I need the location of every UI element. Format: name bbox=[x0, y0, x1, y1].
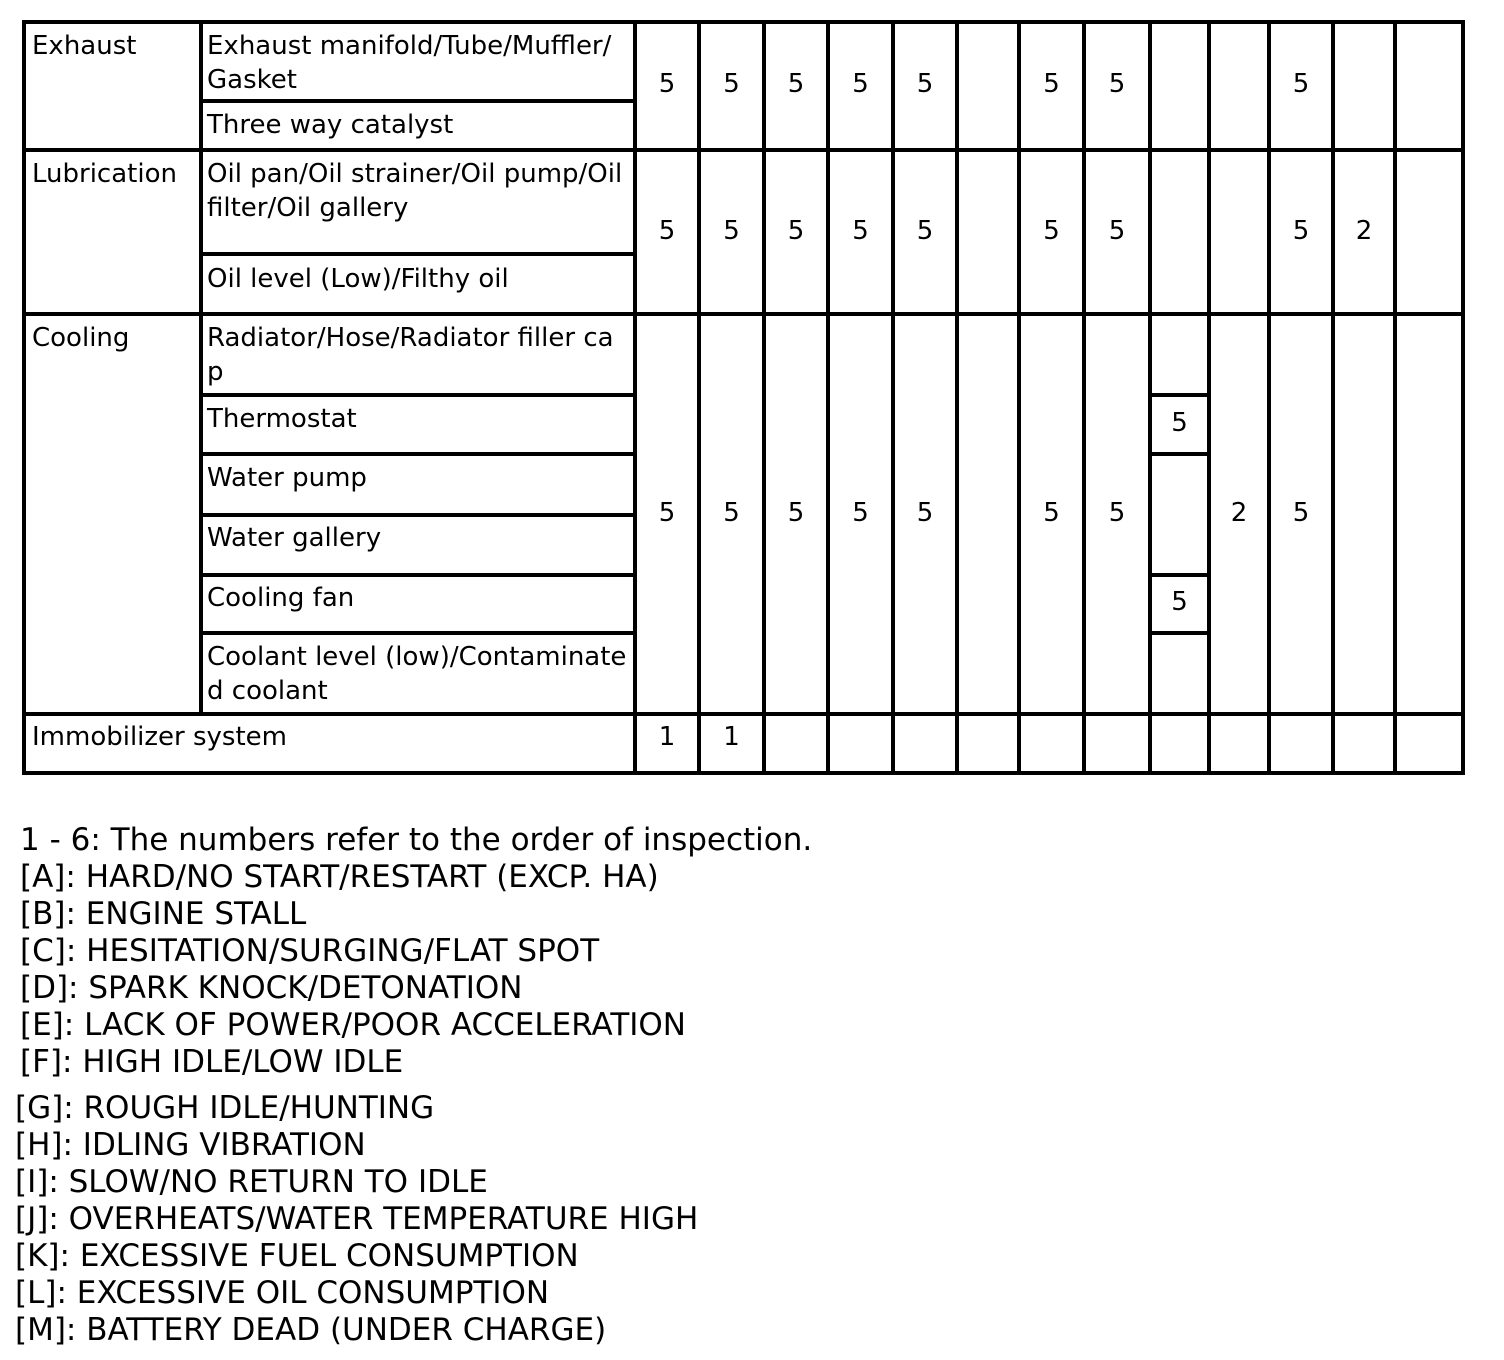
column-divider bbox=[1331, 20, 1335, 771]
value-cell: 1 bbox=[723, 722, 740, 752]
value-cell: 5 bbox=[1108, 498, 1126, 528]
value-cell: 5 bbox=[787, 498, 805, 528]
column-divider bbox=[697, 20, 701, 771]
value-cell: 5 bbox=[916, 216, 934, 246]
part-label: Oil pan/Oil strainer/Oil pump/Oil filter/Oil gallery bbox=[207, 159, 623, 223]
part-label: Exhaust manifold/Tube/Muffler/Gasket bbox=[207, 31, 612, 95]
value-cell: 5 bbox=[1043, 216, 1060, 246]
value-cell: 2 bbox=[1355, 216, 1373, 246]
column-divider bbox=[1082, 20, 1086, 771]
section-divider bbox=[22, 148, 1465, 152]
legend-item: [K]: EXCESSIVE FUEL CONSUMPTION bbox=[15, 1238, 579, 1274]
system-label-cooling: Cooling bbox=[32, 323, 130, 353]
value-cell-thermostat: 5 bbox=[1171, 408, 1188, 438]
part-label: Water pump bbox=[207, 463, 367, 493]
legend-item: [F]: HIGH IDLE/LOW IDLE bbox=[20, 1044, 404, 1080]
value-cell-cooling-fan: 5 bbox=[1171, 587, 1188, 617]
column-divider bbox=[955, 20, 959, 771]
part-row-divider bbox=[199, 393, 633, 397]
value-cell: 5 bbox=[658, 216, 676, 246]
table-border-bottom bbox=[22, 771, 1465, 775]
cell-divider bbox=[1148, 393, 1207, 397]
value-cell: 5 bbox=[852, 498, 869, 528]
table-border-left bbox=[22, 20, 26, 775]
value-cell: 5 bbox=[723, 216, 740, 246]
part-row-divider bbox=[199, 631, 633, 635]
value-cell: 5 bbox=[1292, 69, 1310, 99]
cell-divider bbox=[1148, 573, 1207, 577]
system-part-divider bbox=[199, 20, 203, 712]
legend-item: [A]: HARD/NO START/RESTART (EXCP. HA) bbox=[20, 859, 659, 895]
cell-divider bbox=[1148, 452, 1207, 456]
legend-item: [E]: LACK OF POWER/POOR ACCELERATION bbox=[20, 1007, 686, 1043]
value-cell: 5 bbox=[1292, 498, 1310, 528]
column-divider bbox=[633, 20, 637, 771]
legend-item: [M]: BATTERY DEAD (UNDER CHARGE) bbox=[15, 1312, 607, 1348]
value-cell: 5 bbox=[1043, 498, 1060, 528]
table-border-right bbox=[1461, 20, 1465, 775]
section-divider bbox=[22, 712, 1465, 716]
value-cell: 5 bbox=[658, 498, 676, 528]
part-label: Cooling fan bbox=[207, 583, 355, 613]
cell-divider bbox=[1148, 631, 1207, 635]
value-cell: 5 bbox=[852, 216, 869, 246]
part-row-divider bbox=[199, 573, 633, 577]
value-cell: 5 bbox=[787, 69, 805, 99]
value-cell: 5 bbox=[723, 69, 740, 99]
legend-item: [D]: SPARK KNOCK/DETONATION bbox=[20, 970, 523, 1006]
part-row-divider bbox=[199, 452, 633, 456]
value-cell: 5 bbox=[1108, 69, 1126, 99]
legend-note: 1 - 6: The numbers refer to the order of inspection. bbox=[20, 822, 813, 858]
table-border-top bbox=[22, 20, 1465, 24]
column-divider bbox=[1267, 20, 1271, 771]
part-label: Three way catalyst bbox=[207, 110, 454, 140]
legend-item: [B]: ENGINE STALL bbox=[20, 896, 307, 932]
value-cell: 5 bbox=[658, 69, 676, 99]
value-cell: 5 bbox=[916, 69, 934, 99]
column-divider bbox=[891, 20, 895, 771]
part-row-divider bbox=[199, 252, 633, 256]
part-label: Radiator/Hose/Radiator filler cap bbox=[207, 323, 614, 387]
section-divider bbox=[22, 312, 1465, 316]
part-label: Coolant level (low)/Contaminated coolant bbox=[207, 642, 627, 706]
part-row-divider bbox=[199, 513, 633, 517]
value-cell: 5 bbox=[852, 69, 869, 99]
part-row-divider bbox=[199, 99, 633, 103]
column-divider bbox=[1207, 20, 1211, 771]
value-cell: 2 bbox=[1230, 498, 1248, 528]
value-cell: 5 bbox=[1043, 69, 1060, 99]
system-label-exhaust: Exhaust bbox=[32, 31, 137, 61]
part-label: Oil level (Low)/Filthy oil bbox=[207, 264, 509, 294]
legend-item: [G]: ROUGH IDLE/HUNTING bbox=[15, 1090, 435, 1126]
system-label-immobilizer: Immobilizer system bbox=[32, 722, 287, 752]
column-divider bbox=[1017, 20, 1021, 771]
value-cell: 1 bbox=[658, 722, 676, 752]
column-divider bbox=[826, 20, 830, 771]
legend-item: [J]: OVERHEATS/WATER TEMPERATURE HIGH bbox=[15, 1201, 699, 1237]
legend-item: [C]: HESITATION/SURGING/FLAT SPOT bbox=[20, 933, 600, 969]
column-divider bbox=[762, 20, 766, 771]
value-cell: 5 bbox=[787, 216, 805, 246]
value-cell: 5 bbox=[916, 498, 934, 528]
part-label: Thermostat bbox=[207, 404, 357, 434]
value-cell: 5 bbox=[1292, 216, 1310, 246]
part-label: Water gallery bbox=[207, 523, 382, 553]
column-divider bbox=[1393, 20, 1397, 771]
legend-item: [H]: IDLING VIBRATION bbox=[15, 1127, 366, 1163]
value-cell: 5 bbox=[1108, 216, 1126, 246]
value-cell: 5 bbox=[723, 498, 740, 528]
legend-item: [I]: SLOW/NO RETURN TO IDLE bbox=[15, 1164, 488, 1200]
system-label-lubrication: Lubrication bbox=[32, 159, 177, 189]
legend-item: [L]: EXCESSIVE OIL CONSUMPTION bbox=[15, 1275, 550, 1311]
